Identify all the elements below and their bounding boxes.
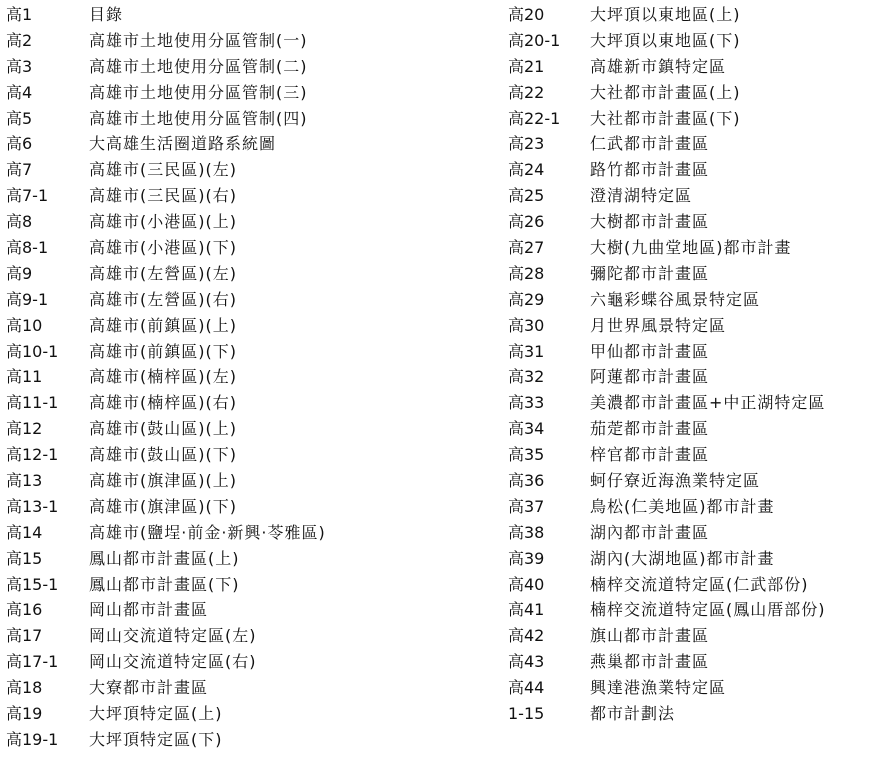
map-code: 高10 (6, 315, 43, 335)
index-entry (508, 106, 878, 132)
index-entry (6, 623, 476, 649)
index-entry (6, 572, 476, 598)
map-code: 高26 (508, 212, 545, 232)
map-title: 高雄市(三民區)(左) (89, 160, 237, 180)
map-title: 燕巢都市計畫區 (590, 652, 710, 672)
map-title: 高雄市(左營區)(右) (89, 289, 237, 309)
map-code: 高44 (508, 678, 545, 698)
index-entry (6, 183, 476, 209)
index-entry (508, 546, 878, 572)
map-title: 岡山交流道特定區(右) (89, 652, 257, 672)
index-entry (508, 597, 878, 623)
map-title: 月世界風景特定區 (590, 315, 727, 335)
index-entry (6, 675, 476, 701)
map-title: 甲仙都市計畫區 (590, 341, 710, 361)
map-code: 高20 (508, 5, 545, 24)
map-code: 高3 (6, 56, 33, 76)
map-title: 仁武都市計畫區 (590, 134, 710, 154)
index-entry (6, 339, 476, 365)
index-entry (508, 131, 878, 157)
map-title: 高雄市(楠梓區)(左) (89, 367, 237, 387)
map-code: 高11-1 (6, 393, 59, 413)
index-entry (508, 442, 878, 468)
index-entry (6, 364, 476, 390)
index-entry (508, 54, 878, 80)
index-entry (6, 54, 476, 80)
map-code: 高34 (508, 419, 545, 439)
map-code: 高19 (6, 704, 43, 724)
map-title: 阿蓮都市計畫區 (590, 367, 710, 387)
map-code: 高17-1 (6, 652, 59, 672)
index-entry (508, 520, 878, 546)
map-code: 高4 (6, 82, 33, 102)
index-entry (508, 623, 878, 649)
index-entry (508, 339, 878, 365)
map-title: 高雄市(楠梓區)(右) (89, 393, 237, 413)
map-code: 高25 (508, 186, 545, 206)
index-entry (6, 157, 476, 183)
map-title: 鳳山都市計畫區(上) (89, 548, 240, 568)
index-entry (6, 106, 476, 132)
map-code: 高22-1 (508, 108, 561, 128)
map-code: 高5 (6, 108, 33, 128)
map-title: 澄清湖特定區 (590, 186, 693, 206)
map-code: 高13-1 (6, 496, 59, 516)
map-code: 高32 (508, 367, 545, 387)
map-code: 高11 (6, 367, 43, 387)
map-code: 高21 (508, 56, 545, 76)
map-title: 高雄市土地使用分區管制(三) (89, 82, 308, 102)
index-entry (508, 572, 878, 598)
map-title: 大坪頂特定區(下) (89, 729, 223, 749)
map-title: 楠梓交流道特定區(鳳山厝部份) (590, 600, 826, 620)
index-entry (6, 597, 476, 623)
map-title: 大樹(九曲堂地區)都市計畫 (590, 238, 792, 258)
map-code: 高1 (6, 5, 33, 24)
index-entry (6, 131, 476, 157)
map-title: 大高雄生活圈道路系統圖 (89, 134, 277, 154)
index-entry (6, 313, 476, 339)
index-entry (508, 313, 878, 339)
index-entry (508, 2, 878, 28)
index-entry (6, 494, 476, 520)
map-title: 高雄市(小港區)(下) (89, 238, 237, 258)
map-code: 高6 (6, 134, 33, 154)
map-title: 高雄市土地使用分區管制(一) (89, 30, 308, 50)
map-code: 高30 (508, 315, 545, 335)
map-code: 高42 (508, 626, 545, 646)
map-code: 高39 (508, 548, 545, 568)
index-entry (6, 416, 476, 442)
map-title: 大樹都市計畫區 (590, 212, 710, 232)
map-code: 高13 (6, 471, 43, 491)
map-title: 楠梓交流道特定區(仁武部份) (590, 574, 809, 594)
map-title: 梓官都市計畫區 (590, 445, 710, 465)
index-entry (6, 520, 476, 546)
map-code: 1-15 (508, 704, 545, 724)
map-code: 高36 (508, 471, 545, 491)
index-entry (6, 727, 476, 753)
index-entry (508, 364, 878, 390)
map-code: 高28 (508, 263, 545, 283)
map-title: 高雄市(左營區)(左) (89, 263, 237, 283)
map-code: 高8-1 (6, 238, 49, 258)
index-entry (508, 157, 878, 183)
map-title: 高雄新市鎮特定區 (590, 56, 727, 76)
index-entry (6, 442, 476, 468)
map-code: 高40 (508, 574, 545, 594)
map-title: 鳳山都市計畫區(下) (89, 574, 240, 594)
map-title: 高雄市土地使用分區管制(四) (89, 108, 308, 128)
map-code: 高17 (6, 626, 43, 646)
map-title: 彌陀都市計畫區 (590, 263, 710, 283)
map-code: 高9-1 (6, 289, 49, 309)
map-title: 旗山都市計畫區 (590, 626, 710, 646)
map-code: 高16 (6, 600, 43, 620)
index-entry (6, 287, 476, 313)
map-code: 高7-1 (6, 186, 49, 206)
map-title: 高雄市土地使用分區管制(二) (89, 56, 308, 76)
map-code: 高37 (508, 496, 545, 516)
map-code: 高7 (6, 160, 33, 180)
map-title: 大社都市計畫區(下) (590, 108, 741, 128)
index-entry (6, 80, 476, 106)
map-code: 高10-1 (6, 341, 59, 361)
index-column-left (6, 2, 476, 753)
index-entry (508, 390, 878, 416)
map-code: 高19-1 (6, 729, 59, 749)
index-entry (6, 390, 476, 416)
map-title: 大社都市計畫區(上) (590, 82, 741, 102)
map-code: 高33 (508, 393, 545, 413)
map-title: 高雄市(前鎮區)(下) (89, 341, 237, 361)
index-entry (6, 235, 476, 261)
map-title: 美濃都市計畫區+中正湖特定區 (590, 393, 826, 413)
map-title: 茄萣都市計畫區 (590, 419, 710, 439)
map-title: 高雄市(前鎮區)(上) (89, 315, 237, 335)
index-entry (508, 416, 878, 442)
index-entry (508, 261, 878, 287)
map-title: 湖內都市計畫區 (590, 522, 710, 542)
map-code: 高15 (6, 548, 43, 568)
map-code: 高23 (508, 134, 545, 154)
map-title: 都市計劃法 (590, 704, 676, 724)
map-code: 高12 (6, 419, 43, 439)
index-column-right (508, 2, 878, 727)
map-code: 高35 (508, 445, 545, 465)
map-code: 高2 (6, 30, 33, 50)
map-code: 高15-1 (6, 574, 59, 594)
index-entry (6, 546, 476, 572)
index-entry (508, 28, 878, 54)
map-title: 高雄市(鼓山區)(上) (89, 419, 237, 439)
index-entry (508, 468, 878, 494)
map-title: 大坪頂特定區(上) (89, 704, 223, 724)
map-title: 高雄市(旗津區)(下) (89, 496, 237, 516)
map-title: 岡山都市計畫區 (89, 600, 209, 620)
map-code: 高12-1 (6, 445, 59, 465)
map-title: 大寮都市計畫區 (89, 678, 209, 698)
map-title: 路竹都市計畫區 (590, 160, 710, 180)
map-title: 高雄市(旗津區)(上) (89, 471, 237, 491)
map-title: 興達港漁業特定區 (590, 678, 727, 698)
index-entry (508, 287, 878, 313)
index-entry (508, 209, 878, 235)
map-code: 高20-1 (508, 30, 561, 50)
map-title: 高雄市(鹽埕·前金·新興·苓雅區) (89, 522, 326, 542)
map-title: 蚵仔寮近海漁業特定區 (590, 471, 761, 491)
index-entry (6, 28, 476, 54)
map-code: 高29 (508, 289, 545, 309)
map-title: 目錄 (89, 5, 124, 24)
index-entry (6, 649, 476, 675)
map-code: 高9 (6, 263, 33, 283)
map-title: 高雄市(小港區)(上) (89, 212, 237, 232)
index-entry (508, 235, 878, 261)
index-entry (6, 468, 476, 494)
index-entry (6, 701, 476, 727)
map-code: 高27 (508, 238, 545, 258)
map-code: 高14 (6, 522, 43, 542)
map-title: 岡山交流道特定區(左) (89, 626, 257, 646)
map-code: 高18 (6, 678, 43, 698)
map-title: 湖內(大湖地區)都市計畫 (590, 548, 775, 568)
map-code: 高8 (6, 212, 33, 232)
index-entry (508, 80, 878, 106)
map-title: 大坪頂以東地區(下) (590, 30, 741, 50)
map-code: 高24 (508, 160, 545, 180)
map-code: 高41 (508, 600, 545, 620)
map-code: 高31 (508, 341, 545, 361)
map-title: 高雄市(三民區)(右) (89, 186, 237, 206)
index-entry (6, 209, 476, 235)
index-entry (508, 649, 878, 675)
index-entry (508, 494, 878, 520)
map-title: 大坪頂以東地區(上) (590, 5, 741, 24)
map-title: 六龜彩蝶谷風景特定區 (590, 289, 761, 309)
map-code: 高22 (508, 82, 545, 102)
index-entry (508, 183, 878, 209)
map-title: 高雄市(鼓山區)(下) (89, 445, 237, 465)
index-entry (508, 675, 878, 701)
index-entry (508, 701, 878, 727)
index-entry (6, 261, 476, 287)
index-entry (6, 2, 476, 28)
map-code: 高38 (508, 522, 545, 542)
map-code: 高43 (508, 652, 545, 672)
map-title: 鳥松(仁美地區)都市計畫 (590, 496, 775, 516)
